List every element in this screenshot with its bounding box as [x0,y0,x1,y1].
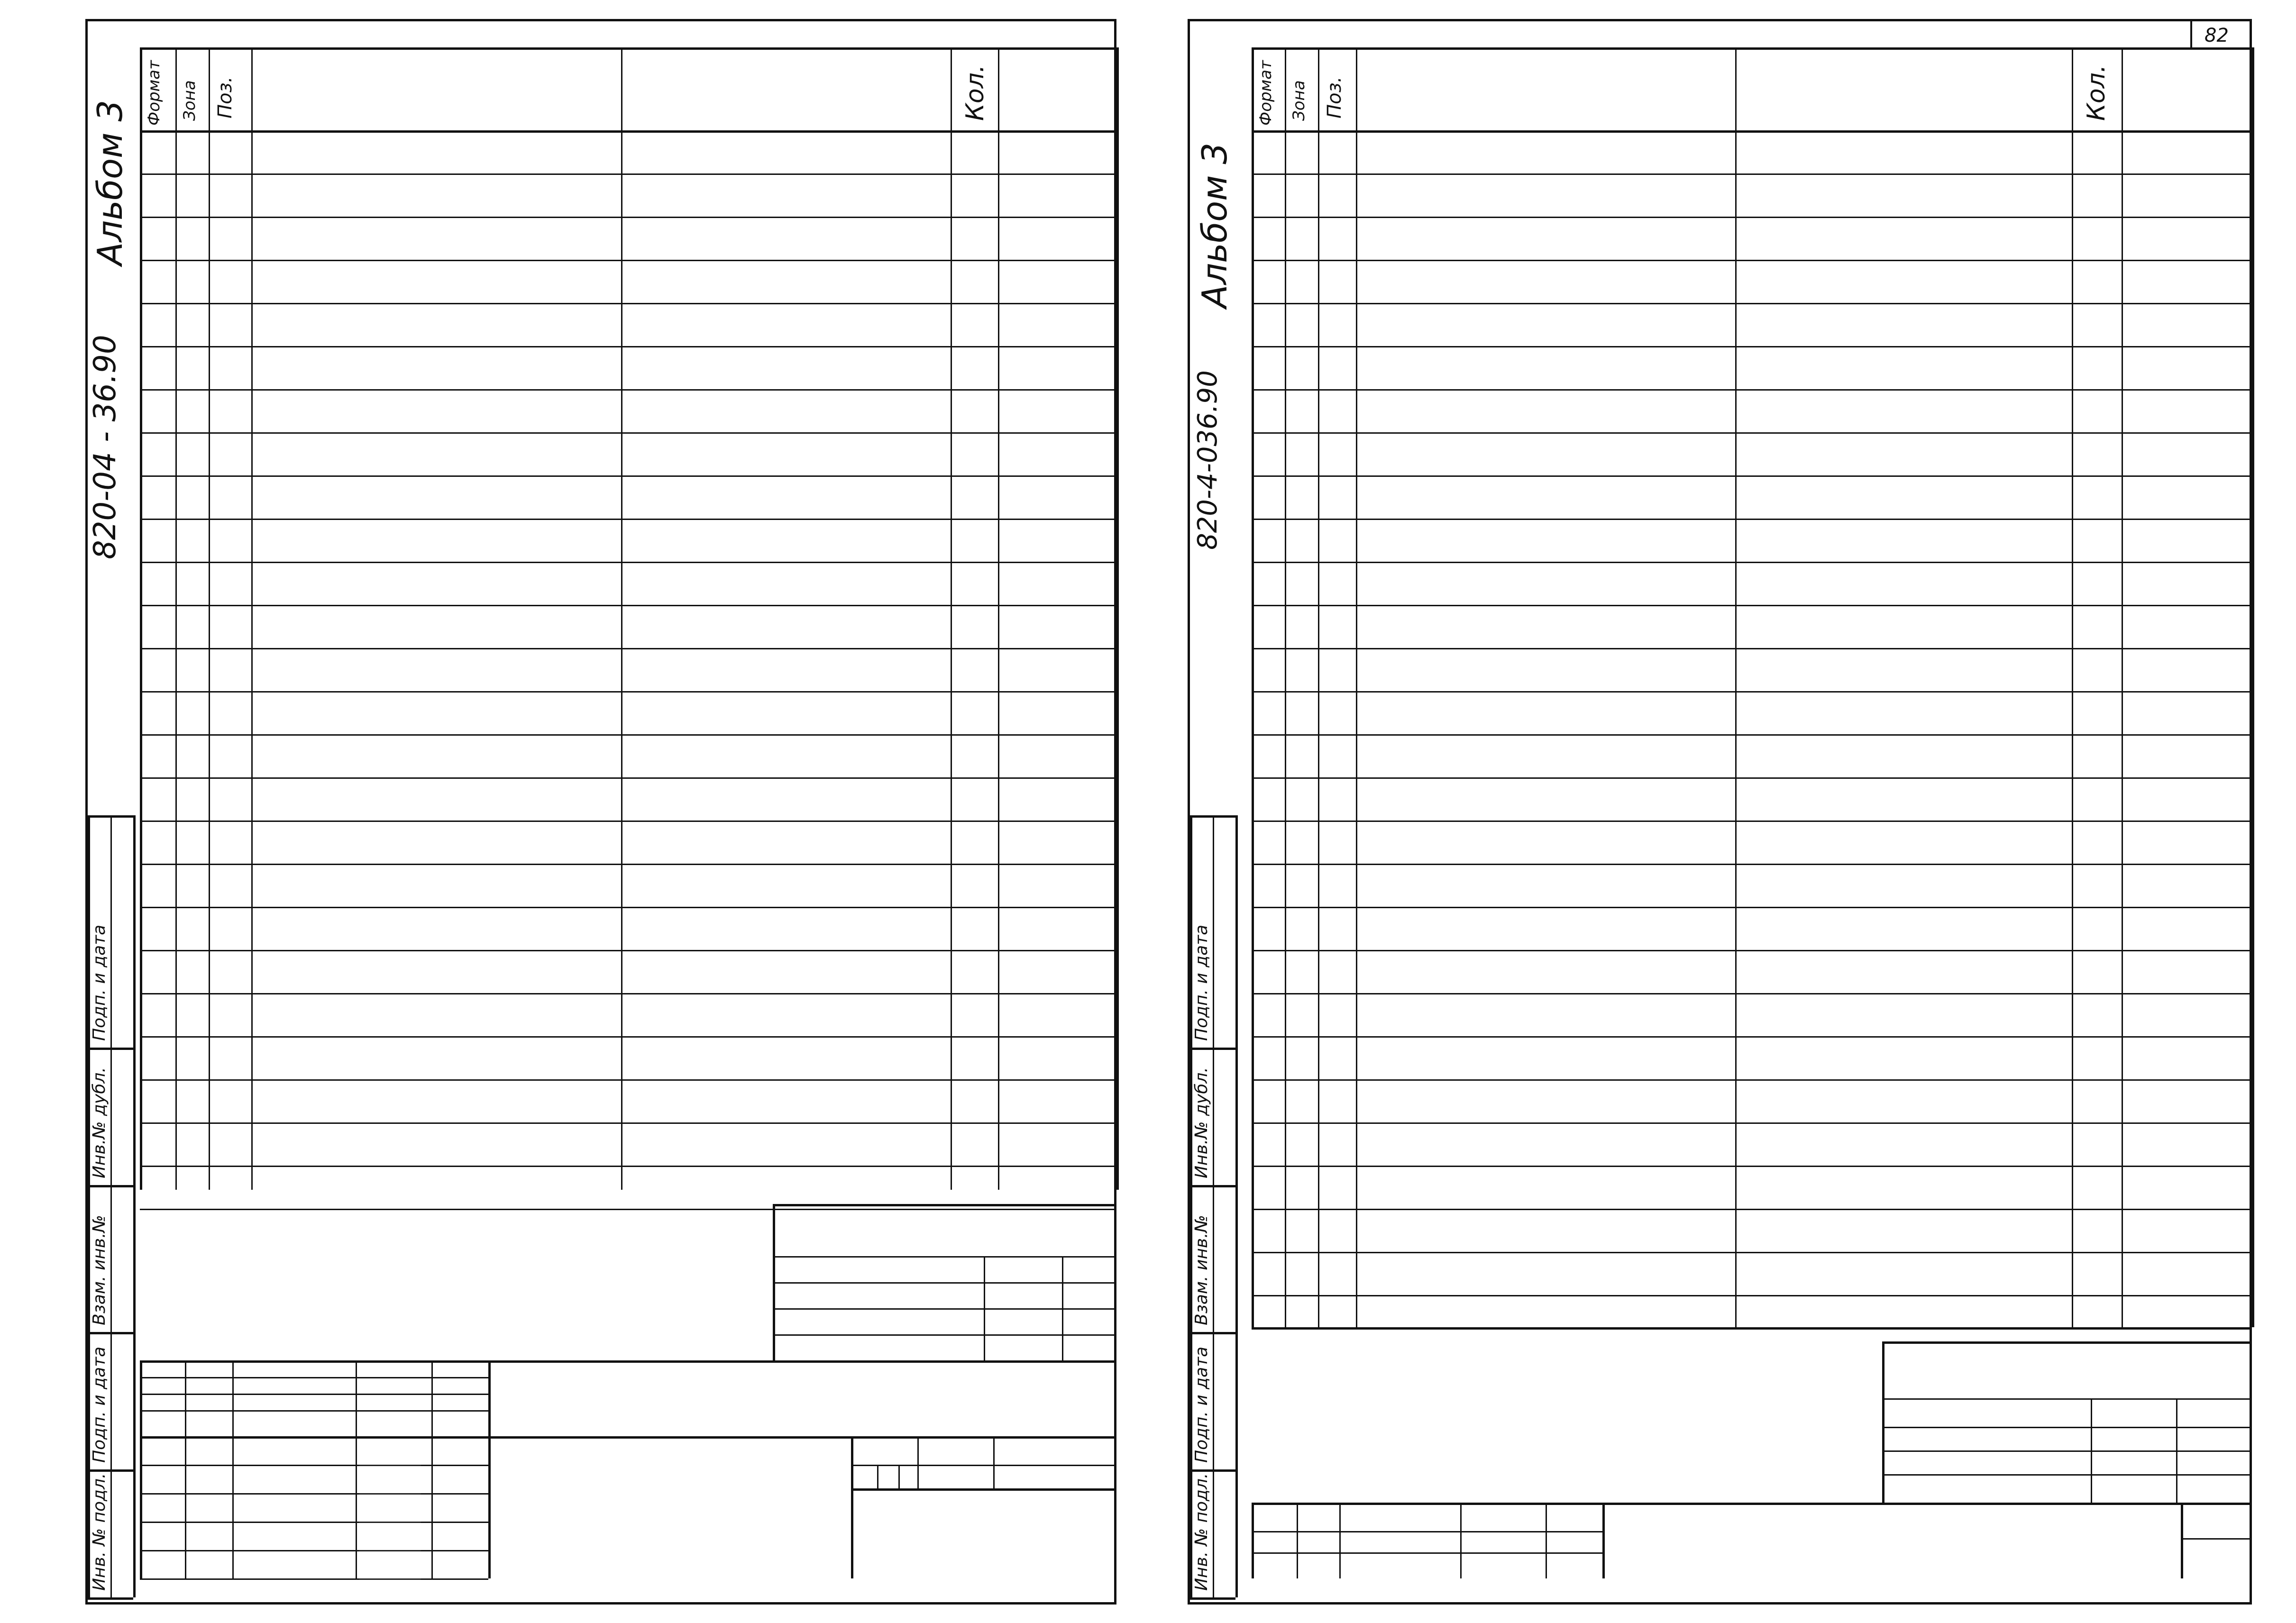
rule-line [1190,1048,1235,1050]
rule-line [1190,1332,1235,1334]
rule-line [140,217,1116,218]
rule-line [1252,1552,1602,1554]
rule-line [140,1209,1116,1210]
rule-line [140,432,1116,434]
rule-line [140,260,1116,261]
header-zone: Зона [180,80,199,121]
side-stamp-label: Инв. № подл. [90,1473,109,1591]
side-stamp-label: Подп. и дата [90,924,109,1041]
rule-line [1116,47,1119,1190]
rule-line [917,1436,919,1488]
rule-line [140,1578,488,1580]
rule-line [431,1360,433,1578]
rule-line [140,993,1116,994]
rule-line [2181,1538,2252,1540]
side-stamp-label: Взам. инв.№ [1192,1215,1211,1325]
rule-line [232,1360,234,1578]
rule-line [1252,130,2252,133]
rule-line [1252,1503,1254,1578]
rule-line [773,1204,1116,1206]
rule-line [1252,1295,2252,1296]
side-stamp-label: Подп. и дата [90,1346,109,1463]
right-spec-sheet [1188,19,2252,1605]
rule-line [1252,260,2252,261]
rule-line [140,562,1116,563]
rule-line [140,47,142,1190]
rule-line [140,950,1116,951]
rule-line [209,47,210,1190]
rule-line [993,1436,995,1488]
rule-line [140,864,1116,865]
rule-line [140,1522,488,1523]
rule-line [2072,47,2073,1327]
side-stamp-label: Инв.№ дубл. [1192,1067,1211,1178]
rule-line [251,47,253,1190]
signature-mark [359,1446,428,1466]
rule-line [1339,1503,1341,1578]
rule-line [140,303,1116,304]
rule-line [1285,47,1286,1327]
rule-line [773,1308,1116,1310]
right-album-label: Альбом 3 [1195,142,1235,308]
rule-line [1882,1450,2252,1452]
rule-line [1252,1503,2252,1505]
rule-line [356,1360,357,1578]
rule-line [773,1256,1116,1258]
rule-line [851,1436,853,1578]
rule-line [110,815,112,1597]
rule-line [1460,1503,1462,1578]
rule-line [1190,1469,1235,1472]
rule-line [1252,303,2252,304]
rule-line [140,1360,1116,1363]
rule-line [1252,605,2252,606]
rule-line [1235,815,1238,1597]
rule-line [140,821,1116,822]
rule-line [1318,47,1319,1327]
rule-line [1735,47,1737,1327]
rule-line [951,47,952,1190]
page-corner-number: 82 [2205,25,2229,46]
rule-line [1252,1122,2252,1124]
rule-line [175,47,177,1190]
rule-line [88,1597,133,1600]
rule-line [1252,173,2252,175]
rule-line [1062,1256,1063,1360]
rule-line [1252,1327,2252,1330]
rule-line [1546,1503,1547,1578]
rule-line [140,777,1116,779]
rule-line [140,130,1116,133]
rule-line [140,346,1116,347]
rule-line [1252,217,2252,218]
rule-line [140,734,1116,736]
rule-line [1252,519,2252,520]
header-format: Формат [1256,60,1275,126]
rule-line [621,47,622,1190]
rule-line [1252,432,2252,434]
rule-line [1252,864,2252,865]
rule-line [2122,47,2123,1327]
rule-line [1252,47,1254,1327]
rule-line [851,1488,1116,1491]
rule-line [1190,815,1235,818]
rule-line [140,173,1116,175]
rule-line [1252,562,2252,563]
rule-line [1252,1531,1602,1532]
side-stamp-label: Подп. и дата [1192,924,1211,1041]
rule-line [1252,1079,2252,1081]
rule-line [140,1394,488,1395]
rule-line [88,1185,133,1187]
rule-line [2252,47,2254,1327]
signature-mark [359,1474,428,1495]
rule-line [1882,1474,2252,1476]
rule-line [140,1166,1116,1167]
rule-line [88,1048,133,1050]
rule-line [1882,1341,2252,1344]
side-stamp-label: Инв. № подл. [1192,1473,1211,1591]
rule-line [140,648,1116,649]
rule-line [1190,1185,1235,1187]
rule-line [140,1122,1116,1124]
rule-line [1252,993,2252,994]
signature-mark [359,1531,428,1551]
rule-line [1252,47,2252,50]
rule-line [1252,777,2252,779]
rule-line [140,1079,1116,1081]
rule-line [140,907,1116,908]
rule-line [88,1469,133,1472]
signature-mark [359,1559,428,1580]
rule-line [133,815,136,1597]
side-stamp-label: Инв.№ дубл. [90,1067,109,1178]
header-pos: Поз. [214,76,236,119]
rule-line [140,605,1116,606]
header-qty: Кол. [961,64,989,121]
rule-line [998,47,999,1190]
rule-line [140,1550,488,1551]
rule-line [1252,950,2252,951]
rule-line [1252,475,2252,477]
side-stamp-label: Взам. инв.№ [90,1215,109,1325]
header-format: Формат [145,60,164,126]
rule-line [1882,1341,1884,1503]
rule-line [140,691,1116,693]
rule-line [898,1465,900,1488]
rule-line [2181,1503,2183,1578]
rule-line [984,1256,985,1360]
header-zone: Зона [1290,80,1308,121]
rule-line [1252,1252,2252,1253]
rule-line [140,1377,488,1378]
rule-line [140,1493,488,1495]
rule-line [1252,1166,2252,1167]
rule-line [140,1410,488,1412]
rule-line [877,1465,878,1488]
signature-mark [359,1503,428,1523]
rule-line [1252,821,2252,822]
rule-line [2091,1398,2092,1503]
rule-line [140,475,1116,477]
rule-line [140,1465,488,1466]
rule-line [1602,1503,1605,1578]
left-spec-sheet [85,19,1116,1605]
rule-line [140,1360,142,1578]
rule-line [1252,648,2252,649]
rule-line [1252,907,2252,908]
rule-line [88,815,133,818]
rule-line [1882,1427,2252,1428]
rule-line [1297,1503,1298,1578]
rule-line [488,1360,491,1578]
left-album-code: 820-04 - 36.90 [88,335,123,559]
rule-line [140,519,1116,520]
side-stamp-label: Подп. и дата [1192,1346,1211,1463]
rule-line [2176,1398,2177,1503]
rule-line [1252,691,2252,693]
left-album-label: Альбом 3 [90,100,130,265]
rule-line [1882,1398,2252,1400]
rule-line [1252,1036,2252,1038]
rule-line [851,1465,1116,1466]
header-qty: Кол. [2082,64,2111,121]
rule-line [773,1334,1116,1336]
right-album-code: 820-4-036.90 [1192,370,1223,550]
rule-line [140,389,1116,391]
rule-line [140,1036,1116,1038]
rule-line [1213,815,1214,1597]
header-pos: Поз. [1324,76,1345,119]
rule-line [1252,1209,2252,1210]
rule-line [140,1436,1116,1439]
rule-line [773,1282,1116,1284]
rule-line [1190,1597,1235,1600]
rule-line [185,1360,186,1578]
rule-line [1356,47,1357,1327]
rule-line [88,1332,133,1334]
rule-line [1252,389,2252,391]
rule-line [1252,734,2252,736]
rule-line [1252,346,2252,347]
rule-line [140,47,1116,50]
